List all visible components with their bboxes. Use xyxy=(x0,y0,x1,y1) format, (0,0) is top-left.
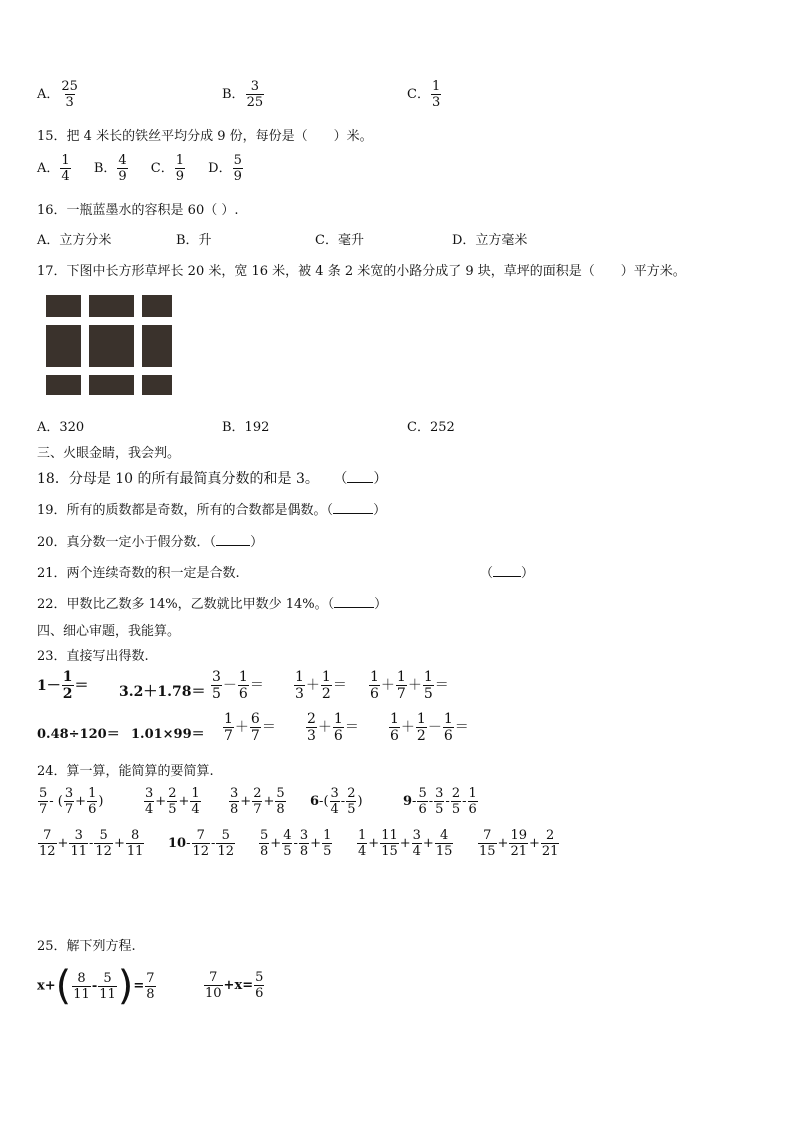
q23-item-9: $\frac{2}{3}$ ＋ $\frac{1}{6}$ ＝ xyxy=(307,711,359,744)
q24-item-2: $\frac{3}{4}$ + $\frac{2}{5}$ + $\frac{1}{4}$ xyxy=(145,786,200,817)
q24-item-9: $\frac{1}{4}$ + $\frac{11}{15}$ + $\frac{3}{4}$ + $\frac{4}{15}$ xyxy=(358,828,453,859)
option-letter: A． xyxy=(37,87,60,102)
q18: 18．分母是 10 的所有最简真分数的和是 3。 （ ） xyxy=(37,471,388,487)
answer-blank[interactable]: （ ） xyxy=(327,597,388,612)
q15-stem: 15．把 4 米长的铁丝平均分成 9 份，每份是（ ）米。 xyxy=(37,129,373,144)
q24-item-5: 9- $\frac{5}{6}$ - $\frac{3}{5}$ - $\frac{2}{5}$ - $\frac{1}{6}$ xyxy=(403,786,477,817)
q17-stem: 17．下图中长方形草坪长 20 米，宽 16 米，被 4 条 2 米宽的小路分成了 9 块，草坪的面积是（ ）平方米。 xyxy=(37,264,686,279)
q23-item-2: 3.2＋1.78＝ xyxy=(119,684,206,700)
q22: 22．甲数比乙数多 14%，乙数就比甲数少 14%。（ ） xyxy=(37,597,388,612)
answer-blank[interactable]: （ ） xyxy=(333,471,388,487)
q24-item-8: $\frac{5}{8}$ + $\frac{4}{5}$ - $\frac{3}{8}$ + $\frac{1}{5}$ xyxy=(260,828,332,859)
road-vertical-2 xyxy=(134,295,142,395)
q16-option-c[interactable]: C．毫升 xyxy=(315,233,364,248)
q21-answer-blank[interactable]: （ ） xyxy=(480,566,535,581)
q14-option-c[interactable] xyxy=(407,80,442,109)
section-3-heading: 三、火眼金睛，我会判。 xyxy=(37,446,181,461)
road-vertical-1 xyxy=(81,295,89,395)
road-horizontal-1 xyxy=(46,317,172,325)
q14-option-a[interactable] xyxy=(37,80,80,109)
q16-option-b[interactable]: B．升 xyxy=(176,233,212,248)
q25-title: 25．解下列方程. xyxy=(37,939,136,954)
q16-option-a[interactable]: A．立方分米 xyxy=(37,233,112,248)
q15-option-b[interactable]: B． $\frac{4}{9}$ xyxy=(93,153,127,184)
q15-option-c[interactable]: C． $\frac{1}{9}$ xyxy=(150,153,185,184)
lawn-figure xyxy=(46,295,172,395)
q23-title: 23．直接写出得数. xyxy=(37,649,149,664)
q23-item-3: $\frac{3}{5}$ － $\frac{1}{6}$ ＝ xyxy=(212,669,264,702)
q24-item-10: $\frac{7}{15}$ + $\frac{19}{21}$ + $\frac{2}{21}$ xyxy=(479,828,559,859)
q14-option-b[interactable] xyxy=(222,80,265,109)
q15-options xyxy=(37,154,244,183)
q23-item-5: $\frac{1}{6}$ ＋ $\frac{1}{7}$ ＋ $\frac{1}{5}$ ＝ xyxy=(370,669,449,702)
q19: 19．所有的质数都是奇数，所有的合数都是偶数。（ ） xyxy=(37,503,387,518)
q25-equation-1: x+( $\frac{8}{11}$ - $\frac{5}{11}$ )= $\frac{7}{8}$ xyxy=(37,963,155,1009)
q23-item-8: $\frac{1}{7}$ ＋ $\frac{6}{7}$ ＝ xyxy=(224,711,276,744)
answer-blank[interactable]: （ ） xyxy=(209,535,264,550)
q20: 20．真分数一定小于假分数．（ ） xyxy=(37,535,264,550)
q24-item-7: 10- $\frac{7}{12}$ - $\frac{5}{12}$ xyxy=(168,828,234,859)
q24-item-1: $\frac{5}{7}$ - ( $\frac{3}{7}$ + $\frac{1}{6}$ ) xyxy=(39,786,104,817)
q24-item-4: 6-( $\frac{3}{4}$ - $\frac{2}{5}$ ) xyxy=(310,786,363,817)
q17-option-c[interactable]: C．252 xyxy=(407,420,455,435)
q16-option-d[interactable]: D．立方毫米 xyxy=(452,233,528,248)
q17-option-a[interactable]: A．320 xyxy=(37,420,85,435)
section-4-heading: 四、细心审题，我能算。 xyxy=(37,624,181,639)
option-letter: C． xyxy=(407,87,430,102)
q24-item-6: $\frac{7}{12}$ + $\frac{3}{11}$ - $\frac{5}{12}$ + $\frac{8}{11}$ xyxy=(39,828,144,859)
q21: 21．两个连续奇数的积一定是合数. xyxy=(37,566,240,581)
q15-option-d[interactable]: D． $\frac{5}{9}$ xyxy=(208,153,242,184)
road-horizontal-2 xyxy=(46,367,172,375)
option-letter: B． xyxy=(222,87,245,102)
q23-item-10: $\frac{1}{6}$ ＋ $\frac{1}{2}$ － $\frac{1}{6}$ ＝ xyxy=(390,711,469,744)
q23-item-6: 0.48÷120＝ xyxy=(37,727,120,742)
q23-row-1 xyxy=(37,670,89,701)
fraction: $\frac{25}{3}$ xyxy=(61,79,78,110)
answer-blank[interactable]: （ ） xyxy=(326,503,387,518)
q24-title: 24．算一算，能简算的要简算. xyxy=(37,764,214,779)
q17-option-b[interactable]: B．192 xyxy=(222,420,270,435)
q25-equation-2: $\frac{7}{10}$ +x= $\frac{5}{6}$ xyxy=(205,970,264,1001)
q23-item-7: 1.01×99＝ xyxy=(131,727,205,742)
q15-option-a[interactable]: A． $\frac{1}{4}$ xyxy=(37,153,70,184)
q23-item-4: $\frac{1}{3}$ ＋ $\frac{1}{2}$ ＝ xyxy=(295,669,347,702)
fraction: $\frac{3}{25}$ xyxy=(246,79,264,110)
q16-stem: 16．一瓶蓝墨水的容积是 60（ ）. xyxy=(37,203,239,218)
q23-item-1: 1－ $\frac{1}{2}$ ＝ xyxy=(37,669,89,702)
fraction: $\frac{1}{3}$ xyxy=(431,79,441,110)
q24-item-3: $\frac{3}{8}$ + $\frac{2}{7}$ + $\frac{5}{8}$ xyxy=(230,786,285,817)
